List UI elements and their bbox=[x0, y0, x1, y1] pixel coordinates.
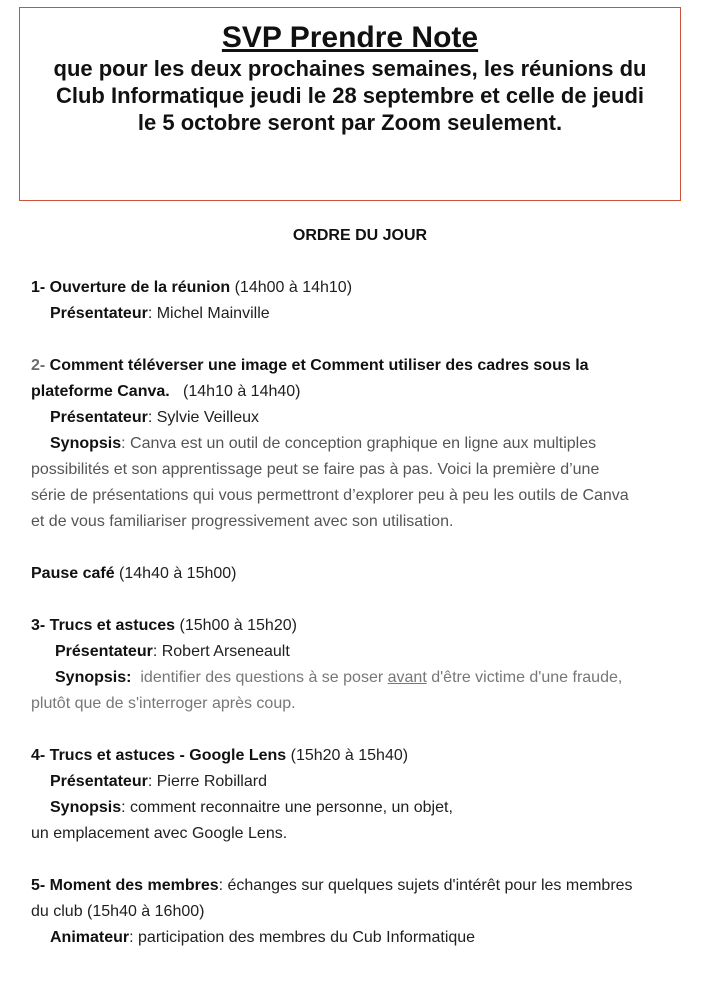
agenda-pause bbox=[31, 561, 701, 587]
item1-time: (14h00 à 14h10) bbox=[230, 279, 353, 296]
notice-body: que pour les deux prochaines semaines, les réunions du Club Informatique jeudi le 28 septembre et celle de jeudi le 5 octobre seront par Zoom seulement. bbox=[53, 56, 647, 135]
agenda-item-1 bbox=[31, 275, 701, 327]
item4-presenter: : Pierre Robillard bbox=[147, 773, 267, 790]
item4-time: (15h20 à 15h40) bbox=[286, 747, 409, 764]
item2-synopsis-label: Synopsis bbox=[50, 435, 122, 452]
pause-heading: Pause café bbox=[31, 565, 115, 582]
item5-desc-l1: : échanges sur quelques sujets d'intérêt pour les membres bbox=[218, 877, 633, 894]
agenda-item-3 bbox=[31, 613, 701, 717]
item5-animator: : participation des membres du Cub Informatique bbox=[129, 929, 476, 946]
item4-synopsis-l2: un emplacement avec Google Lens. bbox=[31, 825, 288, 842]
item2-synopsis-l1: : Canva est un outil de conception graphique en ligne aux multiples bbox=[121, 435, 597, 452]
item3-heading: 3- Trucs et astuces bbox=[31, 617, 176, 634]
item1-presenter-label: Présentateur bbox=[50, 305, 148, 322]
agenda-item-2 bbox=[31, 353, 701, 535]
item3-presenter-label: Présentateur bbox=[55, 643, 153, 660]
item1-presenter: : Michel Mainville bbox=[147, 305, 270, 322]
item1-heading: 1- Ouverture de la réunion bbox=[31, 279, 231, 296]
item4-presenter-label: Présentateur bbox=[50, 773, 148, 790]
item2-presenter-label: Présentateur bbox=[50, 409, 148, 426]
agenda-content bbox=[31, 275, 701, 977]
item2-time: (14h10 à 14h40) bbox=[169, 383, 301, 400]
item3-synopsis-label: Synopsis: bbox=[55, 669, 132, 686]
item2-synopsis-l3: série de présentations qui vous permettront d’explorer peu à peu les outils de Canva bbox=[31, 487, 629, 504]
item3-time: (15h00 à 15h20) bbox=[175, 617, 297, 634]
item4-synopsis-l1: : comment reconnaitre une personne, un objet, bbox=[121, 799, 453, 816]
item2-number: 2- bbox=[31, 357, 46, 374]
notice-box bbox=[19, 7, 681, 201]
item2-presenter: : Sylvie Veilleux bbox=[147, 409, 259, 426]
item2-heading: Comment téléverser une image et Comment utiliser des cadres sous la bbox=[45, 357, 589, 374]
item2-synopsis-l2: possibilités et son apprentissage peut se faire pas à pas. Voici la première d’une bbox=[31, 461, 600, 478]
item4-heading: 4- Trucs et astuces - Google Lens bbox=[31, 747, 287, 764]
item3-presenter: : Robert Arseneault bbox=[152, 643, 290, 660]
item2-heading-line2: plateforme Canva. bbox=[31, 383, 170, 400]
pause-time: (14h40 à 15h00) bbox=[114, 565, 237, 582]
item5-desc-l2: du club (15h40 à 16h00) bbox=[31, 903, 205, 920]
agenda-item-5 bbox=[31, 873, 701, 951]
item5-heading: 5- Moment des membres bbox=[31, 877, 219, 894]
agenda-item-4 bbox=[31, 743, 701, 847]
item3-synopsis-pre: identifier des questions à se poser bbox=[131, 669, 388, 686]
item5-animator-label: Animateur bbox=[50, 929, 130, 946]
item4-synopsis-label: Synopsis bbox=[50, 799, 122, 816]
item2-synopsis-l4: et de vous familiariser progressivement avec son utilisation. bbox=[31, 513, 454, 530]
item3-synopsis-underlined: avant bbox=[387, 669, 427, 686]
item3-synopsis-post: d'être victime d'une fraude, bbox=[426, 669, 623, 686]
agenda-title: ORDRE DU JOUR bbox=[292, 227, 428, 244]
item3-synopsis-l2: plutôt que de s'interroger après coup. bbox=[31, 695, 296, 712]
notice-title: SVP Prendre Note bbox=[221, 21, 479, 54]
